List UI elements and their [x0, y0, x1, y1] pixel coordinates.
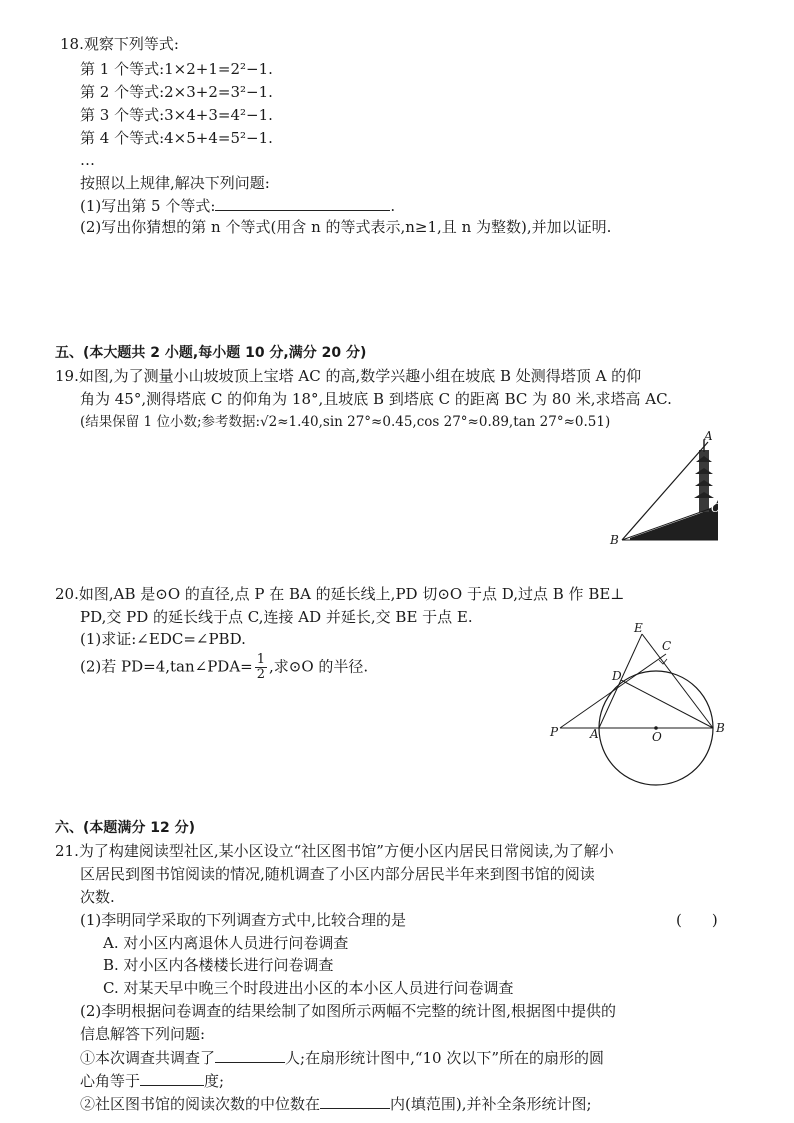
q20-line1: 20.如图,AB 是⊙O 的直径,点 P 在 BA 的延长线上,PD 切⊙O 于点 D,过点 B 作 BE⊥ [55, 585, 625, 603]
q20-fraction [255, 653, 267, 682]
q21-sub1-line2 [80, 1069, 224, 1092]
q18-title: 18.观察下列等式: [60, 35, 179, 53]
q21-part2-line2: 信息解答下列问题: [80, 1025, 206, 1043]
q21-sub1-text-b: 人;在扇形统计图中,“10 次以下”所在的扇形的圆 [285, 1049, 605, 1067]
q21-line1: 21.为了构建阅读型社区,某小区设立“社区图书馆”方便小区内居民日常阅读,为了解小 [55, 842, 614, 860]
label-A20: A [590, 727, 599, 741]
q21-line3: 次数. [80, 888, 115, 906]
q21-sub2-text-b: 内(填范围),并补全条形统计图; [390, 1095, 592, 1113]
q18-eq1: 第 1 个等式:1×2+1=2²−1. [80, 60, 273, 78]
line-BD [621, 680, 713, 728]
q18-eq4: 第 4 个等式:4×5+4=5²−1. [80, 129, 273, 147]
q18-part2: (2)写出你猜想的第 n 个等式(用含 n 的等式表示,n≥1,且 n 为整数),并加以证明. [80, 218, 612, 236]
q21-sub1-text-c: 心角等于 [80, 1072, 141, 1090]
q21-sub1-line1 [80, 1046, 604, 1069]
q21-angle-blank[interactable] [140, 1069, 204, 1086]
q20-line2: PD,交 PD 的延长线于点 C,连接 AD 并延长,交 BE 于点 E. [80, 608, 473, 626]
fraction-numerator: 1 [256, 652, 266, 667]
q18-part1 [80, 194, 395, 217]
q21-part2-line1: (2)李明根据问卷调查的结果绘制了如图所示两幅不完整的统计图,根据图中提供的 [80, 1002, 617, 1020]
q19-figure [608, 430, 724, 548]
q21-part1: (1)李明同学采取的下列调查方式中,比较合理的是 [80, 911, 407, 929]
q20-part2-prefix: (2)若 PD=4,tan∠PDA= [80, 657, 253, 676]
fraction-denominator: 2 [256, 667, 266, 682]
q19-line1: 19.如图,为了测量小山坡坡顶上宝塔 AC 的高,数学兴趣小组在坡底 B 处测得塔顶 A 的仰 [55, 367, 642, 385]
q21-count-blank[interactable] [215, 1046, 285, 1063]
q21-sub2-text-a: ②社区图书馆的阅读次数的中位数在 [80, 1095, 321, 1113]
q18-dots: … [80, 151, 95, 169]
section6-header: 六、(本题满分 12 分) [55, 820, 196, 836]
q21-line2: 区居民到图书馆阅读的情况,随机调查了小区内部分居民半年来到图书馆的阅读 [80, 865, 595, 883]
line-BE [642, 634, 713, 728]
label-B20: B [716, 721, 725, 735]
label-A: A [704, 430, 713, 443]
q21-option-c[interactable]: C. 对某天早中晚三个时段进出小区的本小区人员进行问卷调查 [103, 979, 514, 997]
q21-median-blank[interactable] [320, 1092, 390, 1109]
q19-line3: (结果保留 1 位小数;参考数据:√2≈1.40,sin 27°≈0.45,cos 27°≈0.89,tan 27°≈0.51) [80, 414, 611, 430]
label-E: E [634, 621, 643, 635]
q20-part1: (1)求证:∠EDC=∠PBD. [80, 630, 246, 648]
label-D: D [612, 669, 622, 683]
label-C20: C [662, 639, 672, 653]
q18-eq2: 第 2 个等式:2×3+2=3²−1. [80, 83, 273, 101]
q18-eq3: 第 3 个等式:3×4+3=4²−1. [80, 106, 273, 124]
q20-part2 [80, 653, 368, 682]
q18-answer-blank[interactable] [215, 194, 390, 211]
q21-sub2 [80, 1092, 592, 1115]
q21-sub1-text-d: 度; [204, 1072, 225, 1090]
q21-answer-paren[interactable]: ( ) [676, 911, 718, 929]
q21-sub1-text-a: ①本次调查共调查了 [80, 1049, 216, 1067]
q18-part1-prefix: (1)写出第 5 个等式: [80, 197, 216, 215]
q18-part1-suffix: . [390, 197, 396, 215]
label-C: C [711, 501, 721, 515]
q18-rule: 按照以上规律,解决下列问题: [80, 174, 270, 192]
q19-line2: 角为 45°,测得塔底 C 的仰角为 18°,且坡底 B 到塔底 C 的距离 BC 为 80 米,求塔高 AC. [80, 390, 672, 408]
q21-option-b[interactable]: B. 对小区内各楼楼长进行问卷调查 [103, 956, 334, 974]
q20-part2-suffix: ,求⊙O 的半径. [269, 657, 369, 676]
label-O: O [652, 730, 662, 744]
line-PC [560, 654, 666, 728]
section5-header: 五、(本大题共 2 小题,每小题 10 分,满分 20 分) [55, 345, 367, 361]
q20-figure [546, 618, 732, 790]
label-P: P [550, 725, 559, 739]
q21-option-a[interactable]: A. 对小区内离退休人员进行问卷调查 [103, 934, 349, 952]
label-B: B [610, 533, 619, 547]
